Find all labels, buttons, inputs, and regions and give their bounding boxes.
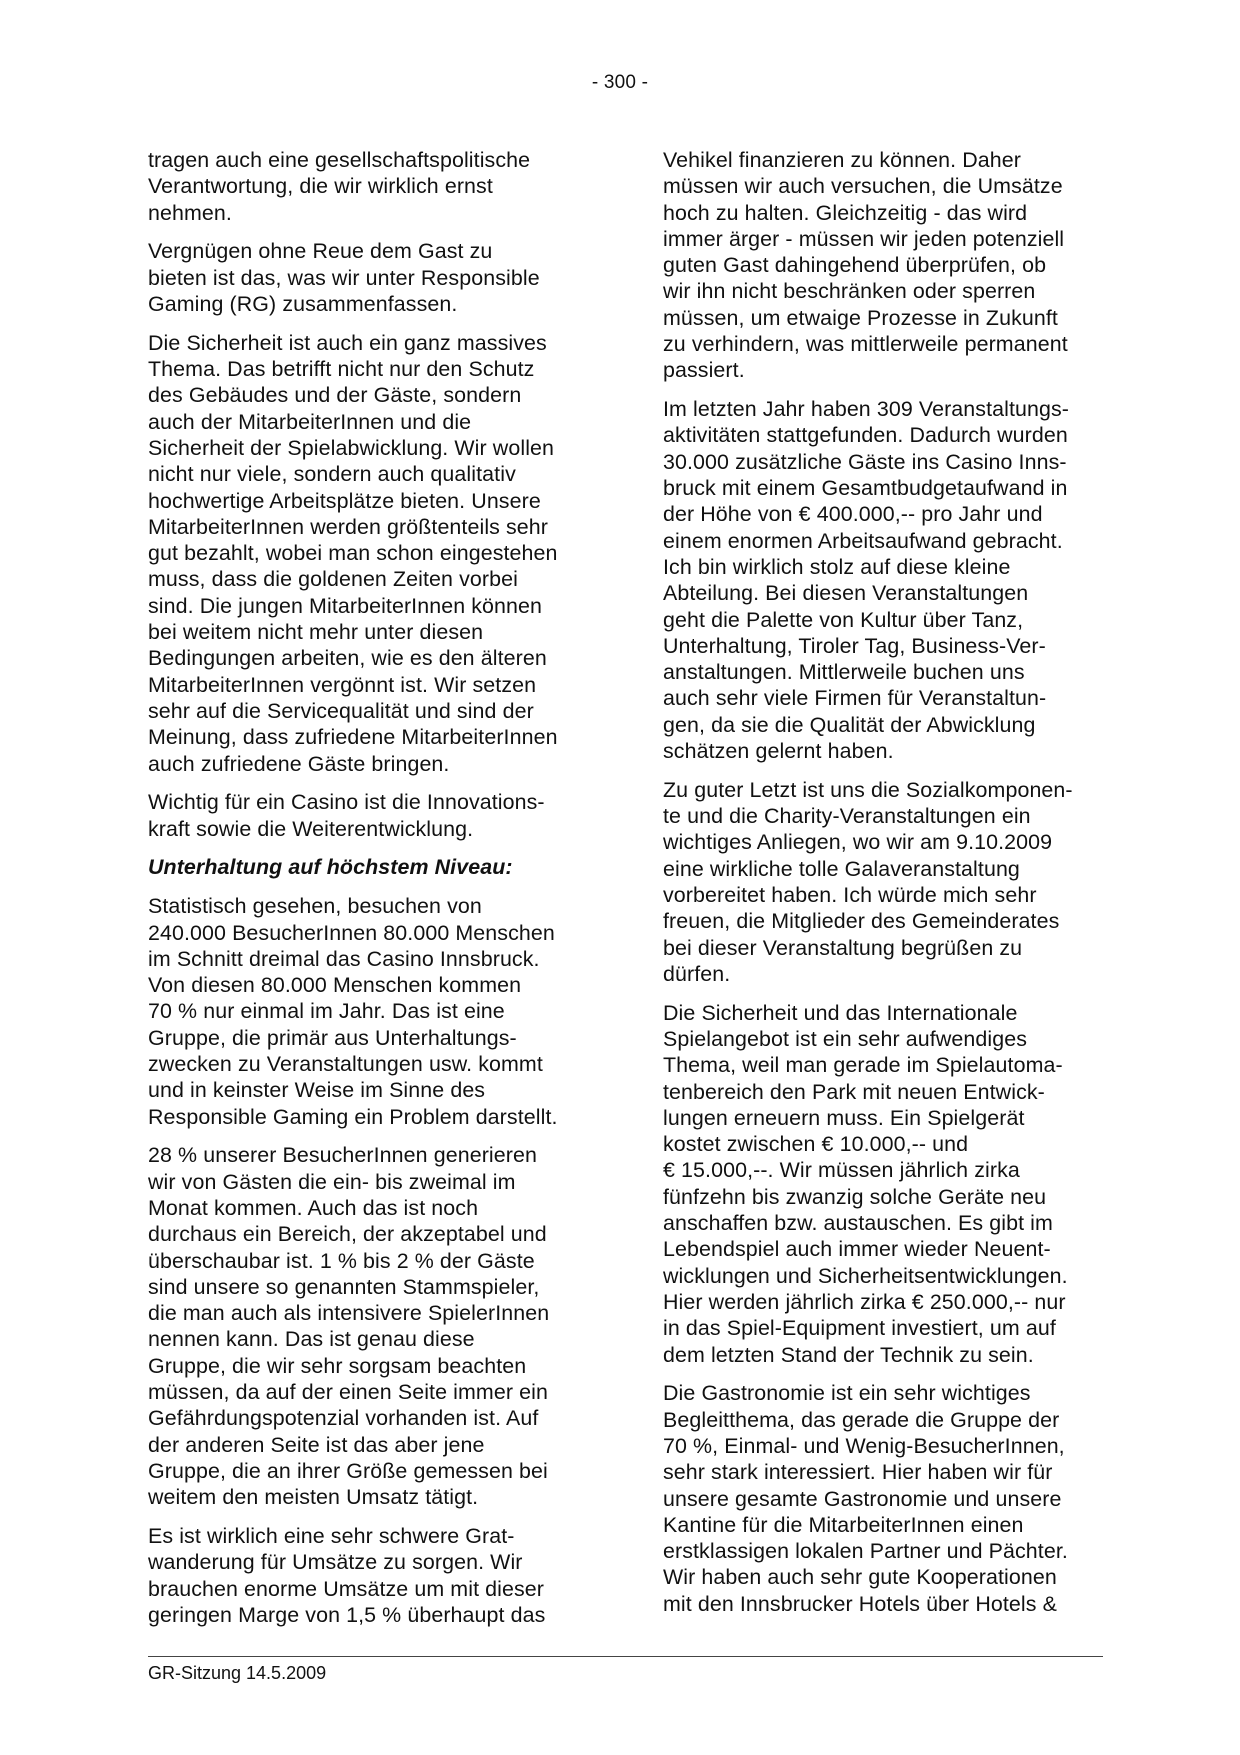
text-line: des Gebäudes und der Gäste, sondern [148,383,522,408]
right-paragraph [663,396,1110,764]
text-line: hochwertige Arbeitsplätze bieten. Unsere [148,488,541,513]
text-line: Die Sicherheit und das Internationale [663,1000,1018,1025]
text-line: müssen, da auf der einen Seite immer ein [148,1380,548,1405]
right-paragraph [663,147,1110,384]
text-line: einem enormen Arbeitsaufwand gebracht. [663,528,1063,553]
text-line: 70 %, Einmal- und Wenig-BesucherInnen, [663,1433,1065,1458]
text-line: Ich bin wirklich stolz auf diese kleine [663,554,1011,579]
text-line: MitarbeiterInnen werden größtenteils sehr [148,514,549,539]
text-line: eine wirkliche tolle Galaveranstaltung [663,856,1020,881]
text-line: MitarbeiterInnen vergönnt ist. Wir setzen [148,672,537,697]
text-line: nehmen. [148,200,232,225]
text-line: vorbereitet haben. Ich würde mich sehr [663,883,1037,908]
text-line: 28 % unserer BesucherInnen generieren [148,1143,537,1168]
text-line: muss, dass die goldenen Zeiten vorbei [148,567,518,592]
text-line: Bedingungen arbeiten, wie es den älteren [148,646,547,671]
left-paragraph [148,789,595,842]
text-line: im Schnitt dreimal das Casino Innsbruck. [148,946,540,971]
text-line: bieten ist das, was wir unter Responsible [148,265,540,290]
left-paragraph [148,1523,595,1628]
text-line: wanderung für Umsätze zu sorgen. Wir [148,1550,523,1575]
text-line: in das Spiel-Equipment investiert, um auf [663,1316,1056,1341]
text-line: Thema. Das betrifft nicht nur den Schutz [148,357,535,382]
text-line: kraft sowie die Weiterentwicklung. [148,816,474,841]
left-paragraph [148,238,595,317]
text-line: Hier werden jährlich zirka € 250.000,-- nur [663,1289,1066,1314]
text-line: Wir haben auch sehr gute Kooperationen [663,1565,1057,1590]
text-line: müssen wir auch versuchen, die Umsätze [663,174,1063,199]
right-paragraph [663,1000,1110,1368]
text-line: Unterhaltung, Tiroler Tag, Business-Ver- [663,633,1046,658]
text-line: durchaus ein Bereich, der akzeptabel und [148,1222,547,1247]
text-line: fünfzehn bis zwanzig solche Geräte neu [663,1184,1047,1209]
text-line: Wichtig für ein Casino ist die Innovations- [148,790,545,815]
text-line: Zu guter Letzt ist uns die Sozialkomponen- [663,777,1073,802]
footer-session-label: GR-Sitzung 14.5.2009 [148,1663,327,1683]
text-line: müssen, um etwaige Prozesse in Zukunft [663,305,1058,330]
text-line: mit den Innsbrucker Hotels über Hotels & [663,1591,1057,1616]
text-line: Gaming (RG) zusammenfassen. [148,291,458,316]
section-heading [148,854,595,880]
text-line: Lebendspiel auch immer wieder Neuent- [663,1237,1051,1262]
text-line: Vehikel finanzieren zu können. Daher [663,148,1021,172]
text-line: dem letzten Stand der Technik zu sein. [663,1342,1034,1367]
text-line: sehr stark interessiert. Hier haben wir für [663,1460,1053,1485]
text-line: Statistisch gesehen, besuchen von [148,894,482,919]
text-line: der Höhe von € 400.000,-- pro Jahr und [663,502,1043,527]
text-line: Von diesen 80.000 Menschen kommen [148,973,522,998]
text-line: Es ist wirklich eine sehr schwere Grat- [148,1524,515,1549]
text-line: bruck mit einem Gesamtbudgetaufwand in [663,476,1068,501]
left-paragraph [148,1142,595,1510]
text-line: hoch zu halten. Gleichzeitig - das wird [663,200,1028,225]
text-line: dürfen. [663,961,731,986]
text-line: geht die Palette von Kultur über Tanz, [663,607,1024,632]
footer-divider [148,1656,1103,1657]
text-line: geringen Marge von 1,5 % überhaupt das [148,1602,546,1627]
page-number: - 300 - [591,72,649,93]
left-paragraph [148,893,595,1130]
text-line: guten Gast dahingehend überprüfen, ob [663,253,1047,278]
text-line: Im letzten Jahr haben 309 Veranstaltungs- [663,397,1070,422]
text-line: nicht nur viele, sondern auch qualitativ [148,462,516,487]
text-line: Responsible Gaming ein Problem darstellt. [148,1104,558,1129]
text-line: Verantwortung, die wir wirklich ernst [148,174,493,199]
text-line: wir ihn nicht beschränken oder sperren [663,279,1036,304]
text-line: überschaubar ist. 1 % bis 2 % der Gäste [148,1248,535,1273]
text-line: Sicherheit der Spielabwicklung. Wir wollen [148,435,555,460]
text-line: freuen, die Mitglieder des Gemeinderates [663,909,1060,934]
text-line: Gruppe, die primär aus Unterhaltungs- [148,1025,517,1050]
text-line: Die Sicherheit ist auch ein ganz massives [148,330,547,355]
text-line: Unterhaltung auf höchstem Niveau: [148,855,513,880]
text-line: wicklungen und Sicherheitsentwicklungen. [663,1263,1068,1288]
text-line: Die Gastronomie ist ein sehr wichtiges [663,1381,1031,1406]
text-line: brauchen enorme Umsätze um mit dieser [148,1576,545,1601]
right-paragraph [663,777,1110,987]
text-line: wir von Gästen die ein- bis zweimal im [148,1169,516,1194]
text-line: Thema, weil man gerade im Spielautoma- [663,1053,1063,1078]
text-line: Meinung, dass zufriedene MitarbeiterInnen [148,725,558,750]
text-line: sind. Die jungen MitarbeiterInnen können [148,593,543,618]
text-line: auch zufriedene Gäste bringen. [148,751,450,776]
text-line: tenbereich den Park mit neuen Entwick- [663,1079,1045,1104]
text-line: gen, da sie die Qualität der Abwicklung [663,712,1036,737]
text-line: zu verhindern, was mittlerweile permanent [663,332,1068,357]
left-paragraph [148,147,595,226]
text-line: gut bezahlt, wobei man schon eingestehen [148,541,558,566]
text-line: 70 % nur einmal im Jahr. Das ist eine [148,999,505,1024]
text-line: sind unsere so genannten Stammspieler, [148,1274,540,1299]
text-line: anstaltungen. Mittlerweile buchen uns [663,660,1025,685]
left-column [148,147,595,1641]
right-paragraph [663,1380,1110,1617]
text-line: nennen kann. Das ist genau diese [148,1327,475,1352]
text-line: sehr auf die Servicequalität und sind der [148,698,534,723]
text-line: passiert. [663,358,745,383]
text-line: € 15.000,--. Wir müssen jährlich zirka [663,1158,1020,1183]
text-line: Abteilung. Bei diesen Veranstaltungen [663,581,1029,606]
text-line: schätzen gelernt haben. [663,739,894,764]
text-line: wichtiges Anliegen, wo wir am 9.10.2009 [663,830,1053,855]
text-line: bei dieser Veranstaltung begrüßen zu [663,935,1023,960]
left-paragraph [148,330,595,777]
text-line: weitem den meisten Umsatz tätigt. [148,1485,479,1510]
text-line: Spielangebot ist ein sehr aufwendiges [663,1027,1028,1051]
text-line: bei weitem nicht mehr unter diesen [148,620,484,645]
text-line: aktivitäten stattgefunden. Dadurch wurden [663,423,1068,448]
text-line: immer ärger - müssen wir jeden potenziell [663,226,1065,251]
text-line: 240.000 BesucherInnen 80.000 Menschen [148,920,555,945]
text-line: Kantine für die MitarbeiterInnen einen [663,1512,1024,1537]
text-line: kostet zwischen € 10.000,-- und [663,1132,969,1157]
text-line: auch sehr viele Firmen für Veranstaltun- [663,686,1047,711]
text-line: die man auch als intensivere SpielerInnen [148,1301,550,1326]
text-line: und in keinster Weise im Sinne des [148,1078,486,1103]
text-line: zwecken zu Veranstaltungen usw. kommt [148,1052,543,1076]
text-line: 30.000 zusätzliche Gäste ins Casino Inns- [663,449,1067,474]
text-line: tragen auch eine gesellschaftspolitische [148,148,531,172]
text-line: Monat kommen. Auch das ist noch [148,1195,479,1220]
text-line: unsere gesamte Gastronomie und unsere [663,1486,1062,1511]
text-line: Begleitthema, das gerade die Gruppe der [663,1407,1060,1432]
right-column [663,147,1110,1630]
text-line: Gruppe, die an ihrer Größe gemessen bei [148,1458,548,1483]
text-line: te und die Charity-Veranstaltungen ein [663,804,1031,829]
text-line: auch der MitarbeiterInnen und die [148,409,472,434]
text-line: Gruppe, die wir sehr sorgsam beachten [148,1353,527,1378]
text-line: erstklassigen lokalen Partner und Pächter. [663,1539,1068,1564]
text-line: anschaffen bzw. austauschen. Es gibt im [663,1211,1053,1236]
text-line: Vergnügen ohne Reue dem Gast zu [148,239,493,264]
text-line: lungen erneuern muss. Ein Spielgerät [663,1105,1025,1130]
text-line: der anderen Seite ist das aber jene [148,1432,485,1457]
text-line: Gefährdungspotenzial vorhanden ist. Auf [148,1406,539,1431]
